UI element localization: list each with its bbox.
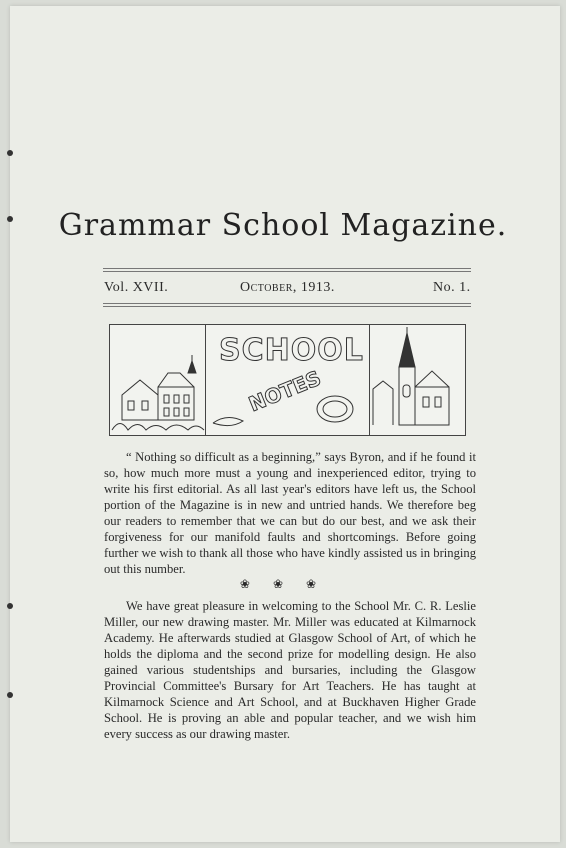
volume-label: Vol. XVII. (104, 280, 169, 295)
school-notes-banner (109, 324, 466, 436)
section-ornament: ❀ ❀ ❀ (239, 577, 327, 591)
bottom-rule (103, 306, 471, 307)
top-rule (103, 271, 471, 272)
welcome-paragraph (104, 598, 476, 742)
top-rule (103, 268, 471, 269)
editorial-paragraph (104, 449, 476, 577)
bottom-rule (103, 303, 471, 304)
binding-hole (7, 150, 13, 156)
binding-hole (7, 692, 13, 698)
paragraph-welcome: We have great pleasure in welcoming to the School Mr. C. R. Leslie Miller, our new drawing master. Mr. Miller was educated at Kilmarnock Academy. He afterwards studied at Glasgow School of Art, of which he holds the diploma and the second prize for modelling design. He also gained various studentships and bursaries, including the Glasgow Provincial Committee's Bursary for Art Teachers. He has taught at Kilmarnock Science and Art School, and at Buckhaven Higher Grade School. He is proving an able and popular teacher, and we wish him every success as our drawing master. (104, 599, 476, 741)
paragraph-editorial: “ Nothing so difficult as a beginning,” says Byron, and if he found it so, how much more must a young and inexperienced editor, trying to write his first editorial. As all last year's editors have left us, the School portion of the Magazine is in new and untried hands. We therefore beg our readers to remember that we can but do our best, and we ask their forgiveness for our manifold faults and shortcomings. Before going further we wish to thank all those who have kindly assisted us in bringing out this number. (104, 450, 476, 576)
issue-number: No. 1. (433, 280, 471, 295)
school-notes-lettering (205, 325, 370, 435)
church-spire-illustration (369, 325, 465, 435)
issue-date: October, 1913. (240, 280, 335, 295)
school-building-illustration (110, 325, 206, 435)
banner-notes-word: NOTES (245, 365, 325, 417)
binding-hole (7, 603, 13, 609)
magazine-title: Grammar School Magazine. (58, 208, 508, 243)
banner-school-word: SCHOOL (219, 333, 364, 368)
